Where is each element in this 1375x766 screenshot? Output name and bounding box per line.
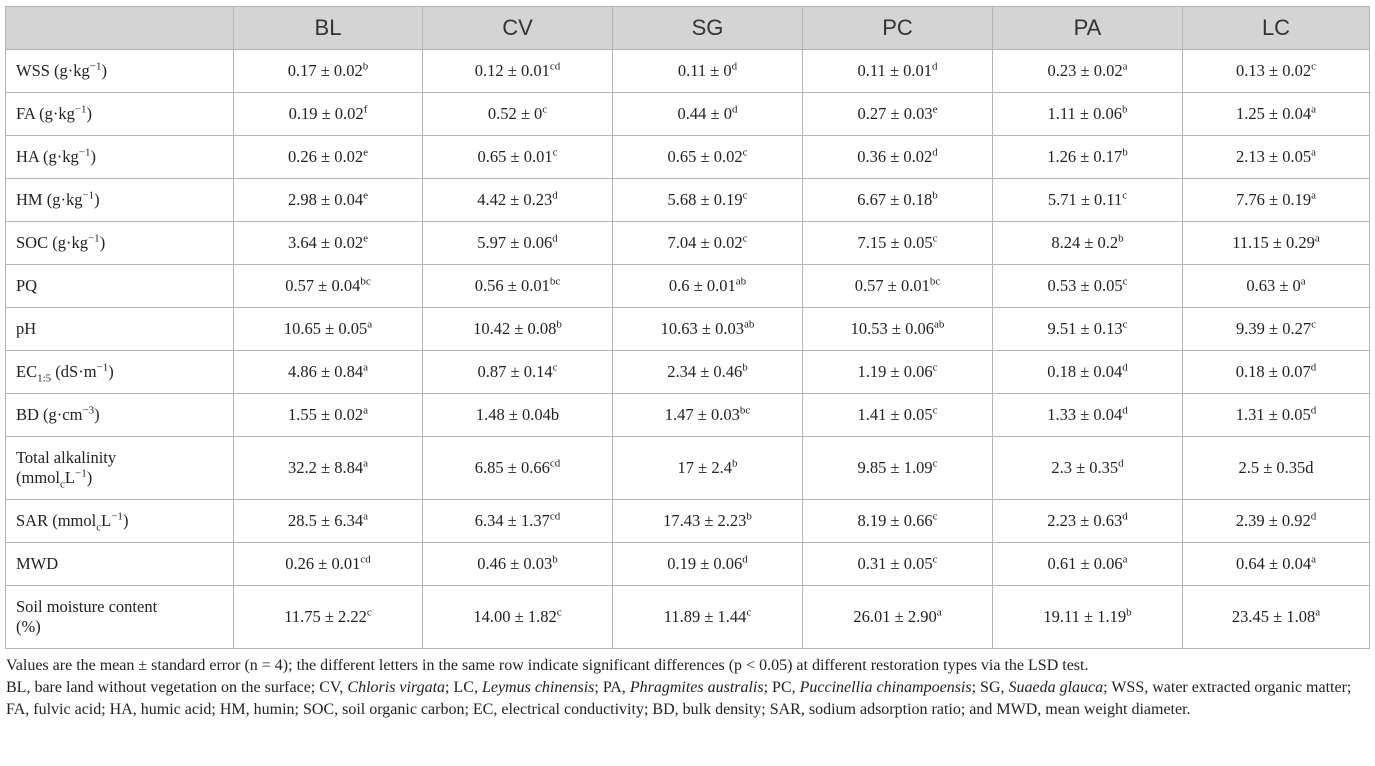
significance-letter: bc	[929, 275, 941, 288]
table-cell	[803, 351, 993, 394]
table-cell	[993, 50, 1183, 93]
unit-exponent: −3	[82, 404, 95, 417]
cell-value: 0.13 ± 0.02	[1236, 61, 1312, 80]
significance-letter: a	[1311, 553, 1316, 566]
table-cell	[234, 394, 423, 437]
significance-letter: bc	[549, 275, 561, 288]
significance-letter: d	[731, 103, 738, 116]
table-cell	[613, 265, 803, 308]
cell-value: 9.39 ± 0.27	[1236, 319, 1312, 338]
cell-value: 11.75 ± 2.22	[284, 607, 367, 626]
table-cell	[803, 179, 993, 222]
label-subscript: 1:5	[37, 372, 52, 385]
header-cell: PC	[803, 7, 993, 50]
table-cell	[234, 543, 423, 586]
unit-exponent: −1	[82, 189, 95, 202]
table-cell	[803, 265, 993, 308]
cell-value: 0.12 ± 0.01	[474, 61, 550, 80]
table-cell	[1183, 394, 1370, 437]
significance-letter: c	[742, 232, 748, 245]
significance-letter: a	[936, 606, 942, 619]
label-subscript: c	[96, 521, 102, 534]
cell-value: 0.17 ± 0.02	[287, 61, 363, 80]
table-cell	[613, 308, 803, 351]
table-row	[6, 394, 1370, 437]
table-cell	[803, 437, 993, 500]
table-cell	[993, 351, 1183, 394]
cell-value: 0.56 ± 0.01	[474, 276, 550, 295]
species-name: Phragmites australis	[629, 679, 764, 696]
significance-letter: e	[363, 189, 368, 202]
cell-value: 0.63 ± 0	[1246, 276, 1301, 295]
cell-value: 2.13 ± 0.05	[1236, 147, 1312, 166]
cell-value: 1.19 ± 0.06	[857, 362, 933, 381]
species-name: Chloris virgata	[347, 679, 446, 696]
cell-value: 8.19 ± 0.66	[857, 511, 933, 530]
significance-letter: f	[363, 103, 368, 116]
significance-letter: d	[1310, 361, 1317, 374]
cell-value: 1.48 ± 0.04b	[475, 405, 560, 424]
significance-letter: c	[552, 146, 558, 159]
row-label: MWD	[6, 543, 234, 586]
cell-value: 0.18 ± 0.07	[1235, 362, 1311, 381]
table-row	[6, 93, 1370, 136]
table-cell	[1183, 543, 1370, 586]
table-cell	[803, 222, 993, 265]
table-cell	[423, 179, 613, 222]
table-row	[6, 543, 1370, 586]
cell-value: 5.68 ± 0.19	[667, 190, 743, 209]
table-cell	[234, 179, 423, 222]
row-label: WSS $(g\cdot kg^{-1})$	[6, 50, 234, 93]
table-cell	[803, 543, 993, 586]
unit-exponent: −1	[74, 467, 87, 480]
table-cell	[993, 179, 1183, 222]
significance-letter: a	[363, 510, 368, 523]
significance-letter: c	[746, 606, 752, 619]
table-cell	[234, 437, 423, 500]
row-label: $EC_{1:5}$ $(dS\cdot m^{-1})$	[6, 351, 234, 394]
cell-value: 10.53 ± 0.06	[850, 319, 934, 338]
cell-value: 1.55 ± 0.02	[288, 405, 364, 424]
cell-value: 1.41 ± 0.05	[857, 405, 933, 424]
cell-value: 0.36 ± 0.02	[857, 147, 933, 166]
cell-value: 2.3 ± 0.35	[1051, 458, 1119, 477]
table-row	[6, 222, 1370, 265]
table-cell	[1183, 50, 1370, 93]
significance-letter: a	[1311, 146, 1316, 159]
table-cell	[613, 179, 803, 222]
significance-letter: a	[1311, 103, 1316, 116]
significance-letter: cd	[549, 510, 561, 523]
cell-value: 0.23 ± 0.02	[1047, 61, 1123, 80]
table-cell	[423, 394, 613, 437]
table-cell	[423, 136, 613, 179]
cell-value: 6.67 ± 0.18	[857, 190, 933, 209]
significance-letter: c	[1122, 275, 1128, 288]
cell-value: 32.2 ± 8.84	[288, 458, 364, 477]
row-label: pH	[6, 308, 234, 351]
significance-letter: d	[552, 232, 558, 245]
table-cell	[423, 543, 613, 586]
table-cell	[613, 351, 803, 394]
significance-letter: cd	[360, 553, 371, 566]
cell-value: 1.25 ± 0.04	[1236, 104, 1312, 123]
table-cell	[234, 586, 423, 649]
significance-letter: a	[1315, 606, 1321, 619]
table-cell	[803, 136, 993, 179]
unit-exponent: −1	[74, 103, 87, 116]
row-label: HA $(g\cdot kg^{-1})$	[6, 136, 234, 179]
significance-letter: c	[932, 553, 938, 566]
cell-value: 7.76 ± 0.19	[1236, 190, 1312, 209]
header-cell: CV	[423, 7, 613, 50]
table-cell	[993, 265, 1183, 308]
cell-value: 17.43 ± 2.23	[663, 511, 747, 530]
significance-letter: d	[1122, 404, 1128, 417]
table-cell	[803, 394, 993, 437]
table-cell	[993, 500, 1183, 543]
cell-value: 19.11 ± 1.19	[1043, 607, 1127, 626]
table-cell	[1183, 437, 1370, 500]
table-cell	[613, 586, 803, 649]
significance-letter: d	[1310, 404, 1317, 417]
cell-value: 0.27 ± 0.03	[857, 104, 933, 123]
table-footnotes	[5, 655, 1369, 721]
table-cell	[423, 222, 613, 265]
table-cell	[803, 50, 993, 93]
footnote-statistics: Values are the mean ± standard error (n = 4); the different letters in the same row indicate significant differences (p < 0.05) at different restoration types via the LSD test.	[6, 657, 1089, 674]
significance-letter: c	[932, 361, 938, 374]
table-cell	[1183, 500, 1370, 543]
table-row	[6, 351, 1370, 394]
significance-letter: c	[742, 189, 748, 202]
cell-value: 26.01 ± 2.90	[853, 607, 937, 626]
table-cell	[234, 136, 423, 179]
row-label: Total alkalinity $(mmol_cL^{-1})$	[6, 437, 234, 500]
significance-letter: a	[367, 318, 373, 331]
table-cell	[803, 308, 993, 351]
header-cell	[6, 7, 234, 50]
table-row	[6, 586, 1370, 649]
header-cell: LC	[1183, 7, 1370, 50]
table-cell	[613, 93, 803, 136]
table-cell	[423, 500, 613, 543]
cell-value: 1.31 ± 0.05	[1235, 405, 1311, 424]
cell-value: 7.15 ± 0.05	[857, 233, 933, 252]
species-name: Suaeda glauca	[1008, 679, 1104, 696]
cell-value: 4.42 ± 0.23	[477, 190, 553, 209]
significance-letter: d	[932, 146, 938, 159]
significance-letter: b	[1126, 606, 1132, 619]
significance-letter: a	[363, 361, 368, 374]
table-cell	[993, 394, 1183, 437]
table-cell	[234, 351, 423, 394]
row-label: PQ	[6, 265, 234, 308]
significance-letter: b	[1121, 103, 1128, 116]
table-cell	[613, 437, 803, 500]
cell-value: 0.65 ± 0.02	[667, 147, 743, 166]
significance-letter: ab	[743, 318, 755, 331]
significance-letter: c	[366, 606, 372, 619]
cell-value: 7.04 ± 0.02	[667, 233, 743, 252]
unit-exponent: −1	[89, 60, 102, 73]
significance-letter: d	[1122, 510, 1128, 523]
cell-value: 2.23 ± 0.63	[1047, 511, 1123, 530]
cell-value: 2.34 ± 0.46	[667, 362, 743, 381]
significance-letter: c	[1122, 318, 1128, 331]
table-cell	[1183, 308, 1370, 351]
significance-letter: c	[1122, 189, 1128, 202]
cell-value: 4.86 ± 0.84	[288, 362, 364, 381]
cell-value: 0.26 ± 0.01	[285, 554, 361, 573]
significance-letter: e	[932, 103, 938, 116]
table-cell	[1183, 222, 1370, 265]
significance-letter: a	[363, 404, 368, 417]
significance-letter: c	[932, 404, 938, 417]
significance-letter: d	[1310, 510, 1317, 523]
table-cell	[613, 50, 803, 93]
significance-letter: b	[552, 553, 558, 566]
significance-letter: d	[1118, 457, 1124, 470]
cell-value: 17 ± 2.4	[677, 458, 732, 477]
table-row	[6, 179, 1370, 222]
table-cell	[993, 437, 1183, 500]
significance-letter: a	[1122, 60, 1128, 73]
cell-value: 10.65 ± 0.05	[283, 319, 368, 338]
significance-letter: c	[932, 457, 938, 470]
significance-letter: b	[742, 361, 748, 374]
table-cell	[613, 222, 803, 265]
significance-letter: ab	[933, 318, 945, 331]
table-cell	[993, 308, 1183, 351]
significance-letter: c	[932, 510, 938, 523]
table-cell	[234, 500, 423, 543]
cell-value: 0.19 ± 0.06	[667, 554, 743, 573]
table-cell	[423, 351, 613, 394]
significance-letter: c	[556, 606, 562, 619]
cell-value: 0.57 ± 0.04	[285, 276, 361, 295]
label-subscript: c	[60, 478, 65, 491]
table-cell	[423, 586, 613, 649]
cell-value: 0.87 ± 0.14	[477, 362, 553, 381]
significance-letter: d	[931, 60, 938, 73]
species-name: Leymus chinensis	[481, 679, 595, 696]
significance-letter: e	[363, 232, 368, 245]
table-cell	[993, 93, 1183, 136]
cell-value: 0.46 ± 0.03	[477, 554, 553, 573]
significance-letter: c	[1311, 60, 1316, 73]
cell-value: 0.65 ± 0.01	[477, 147, 553, 166]
table-cell	[613, 500, 803, 543]
table-row	[6, 265, 1370, 308]
table-cell	[1183, 351, 1370, 394]
significance-letter: b	[362, 60, 369, 73]
row-label: BD $(g\cdot cm^{-3})$	[6, 394, 234, 437]
cell-value: 11.15 ± 0.29	[1232, 233, 1315, 252]
table-cell	[613, 136, 803, 179]
cell-value: 0.31 ± 0.05	[857, 554, 933, 573]
significance-letter: a	[1311, 189, 1316, 202]
cell-value: 1.33 ± 0.04	[1047, 405, 1123, 424]
cell-value: 8.24 ± 0.2	[1051, 233, 1119, 252]
cell-value: 2.5 ± 0.35d	[1238, 458, 1314, 477]
unit-exponent: −1	[96, 361, 109, 374]
table-cell	[993, 586, 1183, 649]
table-cell	[423, 50, 613, 93]
table-cell	[423, 265, 613, 308]
data-table	[5, 6, 1370, 649]
significance-letter: b	[556, 318, 562, 331]
table-cell	[234, 308, 423, 351]
header-cell: BL	[234, 7, 423, 50]
significance-letter: bc	[360, 275, 371, 288]
table-cell	[234, 265, 423, 308]
table-row	[6, 437, 1370, 500]
significance-letter: b	[1118, 232, 1124, 245]
cell-value: 28.5 ± 6.34	[288, 511, 364, 530]
table-cell	[993, 543, 1183, 586]
cell-value: 6.85 ± 0.66	[474, 458, 550, 477]
cell-value: 10.63 ± 0.03	[660, 319, 744, 338]
cell-value: 5.71 ± 0.11	[1047, 190, 1123, 209]
significance-letter: e	[363, 146, 368, 159]
table-cell	[613, 394, 803, 437]
cell-value: 0.26 ± 0.02	[288, 147, 364, 166]
cell-value: 0.11 ± 0.01	[857, 61, 932, 80]
cell-value: 0.44 ± 0	[677, 104, 732, 123]
table-cell	[803, 586, 993, 649]
cell-value: 2.98 ± 0.04	[288, 190, 364, 209]
species-name: Puccinellia chinampoensis	[799, 679, 972, 696]
table-row	[6, 308, 1370, 351]
row-label: Soil moisture content (%)	[6, 586, 234, 649]
row-label: SAR $(mmol_cL^{-1})$	[6, 500, 234, 543]
significance-letter: b	[746, 510, 752, 523]
table-cell	[1183, 265, 1370, 308]
significance-letter: a	[1122, 553, 1128, 566]
table-cell	[993, 136, 1183, 179]
cell-value: 6.34 ± 1.37	[474, 511, 550, 530]
footnote-abbreviations: BL, bare land without vegetation on the surface; CV, Chloris virgata; LC, Leymus chinensis; PA, Phragmites australis; PC, Puccinellia chinampoensis; SG, Suaeda glauca; WSS, water extracted organic matter; FA, fulvic acid; HA, humic acid; HM, humin; SOC, soil organic carbon; EC, electrical conductivity; BD, bulk density; SAR, sodium adsorption ratio; and MWD, mean weight diameter.	[6, 679, 1352, 718]
cell-value: 0.64 ± 0.04	[1236, 554, 1312, 573]
cell-value: 1.47 ± 0.03	[664, 405, 740, 424]
significance-letter: b	[731, 457, 738, 470]
table-cell	[423, 437, 613, 500]
significance-letter: ab	[735, 275, 747, 288]
header-row	[6, 7, 1370, 50]
table-cell	[803, 93, 993, 136]
significance-letter: cd	[549, 457, 561, 470]
table-cell	[234, 222, 423, 265]
cell-value: 23.45 ± 1.08	[1231, 607, 1316, 626]
significance-letter: c	[932, 232, 938, 245]
significance-letter: d	[552, 189, 558, 202]
cell-value: 9.85 ± 1.09	[857, 458, 933, 477]
significance-letter: c	[552, 361, 558, 374]
table-cell	[423, 93, 613, 136]
table-cell	[1183, 179, 1370, 222]
table-row	[6, 500, 1370, 543]
cell-value: 0.19 ± 0.02	[288, 104, 364, 123]
cell-value: 9.51 ± 0.13	[1047, 319, 1123, 338]
cell-value: 0.52 ± 0	[487, 104, 543, 123]
table-row	[6, 136, 1370, 179]
row-label: SOC $(g\cdot kg^{-1})$	[6, 222, 234, 265]
table-cell	[234, 50, 423, 93]
row-label: HM $(g\cdot kg^{-1})$	[6, 179, 234, 222]
table-cell	[613, 543, 803, 586]
cell-value: 2.39 ± 0.92	[1235, 511, 1311, 530]
unit-exponent: −1	[78, 146, 91, 159]
cell-value: 0.6 ± 0.01	[668, 276, 736, 295]
unit-exponent: −1	[111, 510, 123, 523]
significance-letter: a	[363, 457, 368, 470]
table-cell	[1183, 136, 1370, 179]
table-cell	[1183, 586, 1370, 649]
cell-value: 0.61 ± 0.06	[1047, 554, 1123, 573]
cell-value: 0.18 ± 0.04	[1047, 362, 1123, 381]
significance-letter: c	[1311, 318, 1316, 331]
table-body	[6, 50, 1370, 649]
cell-value: 5.97 ± 0.06	[477, 233, 553, 252]
significance-letter: d	[742, 553, 748, 566]
header-cell: PA	[993, 7, 1183, 50]
table-row	[6, 50, 1370, 93]
significance-letter: c	[742, 146, 748, 159]
significance-letter: cd	[549, 60, 561, 73]
significance-letter: c	[542, 103, 548, 116]
cell-value: 14.00 ± 1.82	[473, 607, 557, 626]
cell-value: 3.64 ± 0.02	[288, 233, 364, 252]
significance-letter: a	[1300, 275, 1306, 288]
significance-letter: b	[1122, 146, 1128, 159]
cell-value: 0.11 ± 0	[677, 61, 732, 80]
table-cell	[803, 500, 993, 543]
unit-exponent: −1	[87, 232, 100, 245]
significance-letter: a	[1314, 232, 1320, 245]
table-cell	[993, 222, 1183, 265]
header-cell: SG	[613, 7, 803, 50]
row-label: FA $(g\cdot kg^{-1})$	[6, 93, 234, 136]
significance-letter: d	[731, 60, 738, 73]
cell-value: 10.42 ± 0.08	[473, 319, 557, 338]
cell-value: 0.53 ± 0.05	[1047, 276, 1123, 295]
cell-value: 0.57 ± 0.01	[854, 276, 930, 295]
cell-value: 1.26 ± 0.17	[1047, 147, 1123, 166]
table-cell	[423, 308, 613, 351]
table-cell	[234, 93, 423, 136]
cell-value: 1.11 ± 0.06	[1047, 104, 1122, 123]
significance-letter: d	[1122, 361, 1128, 374]
table-container	[5, 6, 1369, 721]
table-cell	[1183, 93, 1370, 136]
significance-letter: bc	[739, 404, 751, 417]
cell-value: 11.89 ± 1.44	[663, 607, 747, 626]
significance-letter: b	[932, 189, 938, 202]
